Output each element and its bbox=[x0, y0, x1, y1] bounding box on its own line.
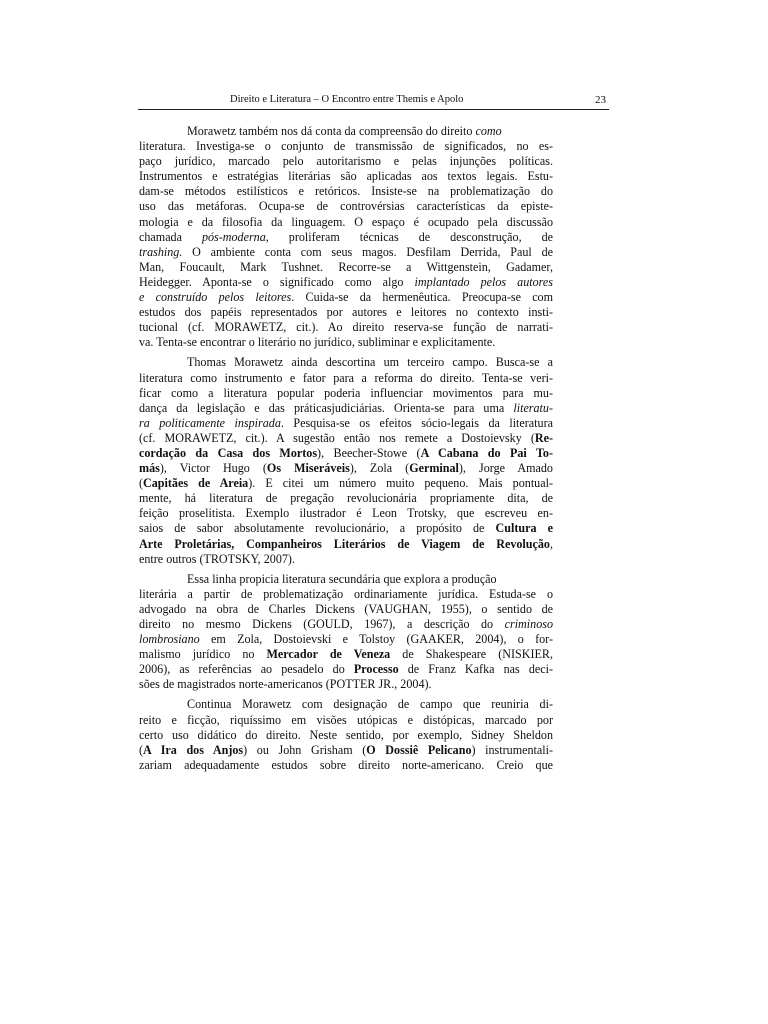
text-line bbox=[139, 305, 553, 320]
text-line bbox=[139, 124, 553, 139]
text-run: dam-se métodos estilísticos e retóricos. Insiste-se na problematização do bbox=[139, 184, 553, 199]
text-line bbox=[139, 632, 553, 647]
text-run: sões de magistrados norte-americanos (POTTER JR., 2004). bbox=[139, 677, 432, 692]
text-line bbox=[139, 506, 553, 521]
text-run: de Shakespeare (NISKIER, bbox=[390, 647, 553, 662]
text-run: . Cuida-se da hermenêutica. Preocupa-se com bbox=[291, 290, 554, 305]
text-line bbox=[139, 697, 553, 712]
text-run: malismo jurídico no bbox=[139, 647, 267, 662]
text-run: zariam adequadamente estudos sobre direito norte-americano. Creio que bbox=[139, 757, 553, 772]
text-line bbox=[139, 537, 553, 552]
text-run: Thomas Morawetz ainda descortina um terceiro campo. Busca-se a bbox=[187, 355, 553, 370]
book-title: Germinal bbox=[409, 461, 459, 476]
text-run: ). E citei um número muito pequeno. Mais pontual- bbox=[248, 476, 553, 491]
text-run: de Franz Kafka nas deci- bbox=[398, 662, 553, 677]
emphasized-text: ra politicamente inspirada bbox=[139, 415, 281, 430]
text-line bbox=[139, 260, 553, 275]
text-run: Instrumentos e estratégias literárias são aplicadas aos textos legais. Estu- bbox=[139, 169, 553, 184]
text-run: entre outros (TROTSKY, 2007). bbox=[139, 551, 295, 566]
book-title: Arte Proletárias, Companheiros Literários de Viagem de Revolução bbox=[139, 536, 550, 551]
text-run: direito no mesmo Dickens (GOULD, 1967), a descrição do bbox=[139, 617, 505, 631]
text-line bbox=[139, 320, 553, 335]
text-line bbox=[139, 677, 553, 692]
body-text bbox=[139, 124, 553, 773]
running-title: Direito e Literatura – O Encontro entre Themis e Apolo bbox=[230, 94, 464, 105]
text-line bbox=[139, 647, 553, 662]
text-run: ), Zola ( bbox=[349, 461, 410, 476]
text-run: ( bbox=[139, 476, 144, 491]
text-line bbox=[139, 446, 553, 461]
text-line bbox=[139, 572, 553, 587]
text-run: literatura. Investiga-se o conjunto de transmissão de significados, no es- bbox=[139, 139, 553, 154]
text-run: O ambiente conta com seus magos. Desfilam Derrida, Paul de bbox=[182, 244, 553, 259]
book-title: Os Miseráveis bbox=[266, 461, 350, 476]
text-run: certo uso didático do direito. Neste sentido, por exemplo, Sidney Sheldon bbox=[139, 727, 553, 742]
text-run: Morawetz também nos dá conta da compreensão do direito bbox=[187, 124, 476, 138]
text-line bbox=[139, 461, 553, 476]
text-line bbox=[139, 758, 553, 773]
text-run: (cf. MORAWETZ, cit.). A sugestão então nos remete a Dostoievsky ( bbox=[139, 430, 535, 445]
text-run: Essa linha propicia literatura secundária que explora a produção bbox=[187, 571, 497, 586]
text-line bbox=[139, 335, 553, 350]
text-run: ) ou John Grisham ( bbox=[243, 742, 367, 757]
running-header bbox=[138, 92, 609, 110]
text-run: estudos dos papéis representados por autores e leitores no contexto insti- bbox=[139, 305, 553, 320]
text-line bbox=[139, 476, 553, 491]
book-title: Capitães de Areia bbox=[143, 476, 249, 491]
text-line bbox=[139, 199, 553, 214]
text-line bbox=[139, 602, 553, 617]
text-line bbox=[139, 386, 553, 401]
text-line bbox=[139, 662, 553, 677]
text-run: ) instrumentali- bbox=[471, 742, 553, 757]
emphasized-text: literatu- bbox=[513, 400, 553, 415]
text-line bbox=[139, 416, 553, 431]
text-run: Continua Morawetz com designação de campo que reuniria di- bbox=[187, 697, 553, 712]
text-run: ficar como a literatura popular poderia influenciar movimentos para mu- bbox=[139, 385, 553, 400]
text-line bbox=[139, 713, 553, 728]
book-title: A Ira dos Anjos bbox=[143, 742, 244, 757]
text-line bbox=[139, 169, 553, 184]
text-line bbox=[139, 275, 553, 290]
book-title: cordação da Casa dos Mortos bbox=[139, 445, 318, 460]
text-run: va. Tenta-se encontrar o literário no jurídico, subliminar e explicitamente. bbox=[139, 335, 496, 350]
text-line bbox=[139, 215, 553, 230]
text-line bbox=[139, 355, 553, 370]
book-title: O Dossiê Pelicano bbox=[366, 742, 472, 757]
text-line bbox=[139, 290, 553, 305]
text-run: literária a partir de problematização ordinariamente jurídica. Estuda-se o bbox=[139, 586, 553, 601]
text-run: ), Victor Hugo ( bbox=[159, 461, 267, 476]
text-run: paço jurídico, marcado pelo autoritarismo e pelas injunções políticas. bbox=[139, 154, 553, 169]
text-run: ), Beecher-Stowe ( bbox=[317, 445, 421, 460]
text-run: chamada bbox=[139, 229, 202, 244]
text-run: em Zola, Dostoievski e Tolstoy (GAAKER, 2004), o for- bbox=[199, 632, 553, 647]
text-run: Heidegger. Aponta-se o significado como algo bbox=[139, 274, 415, 289]
emphasized-text: implantado pelos autores bbox=[414, 274, 553, 289]
book-title: A Cabana do Pai To- bbox=[420, 445, 553, 460]
book-title: Re- bbox=[534, 430, 553, 445]
emphasized-text: e construído pelos leitores bbox=[139, 290, 292, 305]
text-run: , bbox=[549, 536, 553, 551]
text-run: Man, Foucault, Mark Tushnet. Recorre-se a Wittgenstein, Gadamer, bbox=[139, 259, 553, 274]
text-line bbox=[139, 245, 553, 260]
text-run: feição proselitista. Exemplo ilustrador é Leon Trotsky, que escreveu en- bbox=[139, 506, 553, 521]
text-run: mologia e da filosofia da linguagem. O espaço é ocupado pela discussão bbox=[139, 214, 553, 229]
text-line bbox=[139, 139, 553, 154]
page-number: 23 bbox=[595, 94, 606, 106]
emphasized-text: pós-moderna bbox=[201, 229, 266, 244]
text-line bbox=[139, 184, 553, 199]
text-run: saios de sabor absolutamente revolucionário, a propósito de bbox=[139, 521, 496, 536]
emphasized-text: como bbox=[475, 124, 502, 138]
text-run: , proliferam técnicas de desconstrução, de bbox=[265, 229, 554, 244]
text-run: ( bbox=[139, 742, 144, 757]
text-run: mente, há literatura de pregação revolucionária propriamente dita, de bbox=[139, 491, 553, 506]
text-run: uso das metáforas. Ocupa-se de controvérsias características da episte- bbox=[139, 199, 553, 214]
text-run: 2006), as referências ao pesadelo do bbox=[139, 662, 354, 677]
text-run: advogado na obra de Charles Dickens (VAUGHAN, 1955), o sentido de bbox=[139, 601, 553, 616]
text-line bbox=[139, 521, 553, 536]
text-run: reito e ficção, riquíssimo em visões utópicas e distópicas, marcado por bbox=[139, 712, 553, 727]
text-line bbox=[139, 491, 553, 506]
text-line bbox=[139, 743, 553, 758]
book-title: Mercador de Veneza bbox=[266, 647, 391, 662]
book-title: Processo bbox=[353, 662, 399, 677]
emphasized-text: lombrosiano bbox=[139, 632, 200, 647]
text-line bbox=[139, 552, 553, 567]
text-run: tucional (cf. MORAWETZ, cit.). Ao direito reserva-se função de narrati- bbox=[139, 320, 553, 335]
text-line bbox=[139, 371, 553, 386]
emphasized-text: criminoso bbox=[504, 617, 553, 631]
text-line bbox=[139, 230, 553, 245]
text-line bbox=[139, 154, 553, 169]
text-line bbox=[139, 617, 553, 632]
text-run: ), Jorge Amado bbox=[458, 461, 553, 476]
emphasized-text: trashing. bbox=[139, 244, 183, 259]
text-run: dança da legislação e das práticasjudiciárias. Orienta-se para uma bbox=[139, 400, 514, 415]
text-run: . Pesquisa-se os efeitos sócio-legais da literatura bbox=[280, 415, 553, 430]
book-title: Cultura e bbox=[495, 521, 553, 536]
book-title: más bbox=[139, 461, 160, 476]
text-line bbox=[139, 431, 553, 446]
text-run: literatura como instrumento e fator para a reforma do direito. Tenta-se veri- bbox=[139, 370, 553, 385]
text-line bbox=[139, 401, 553, 416]
text-line bbox=[139, 587, 553, 602]
text-line bbox=[139, 728, 553, 743]
